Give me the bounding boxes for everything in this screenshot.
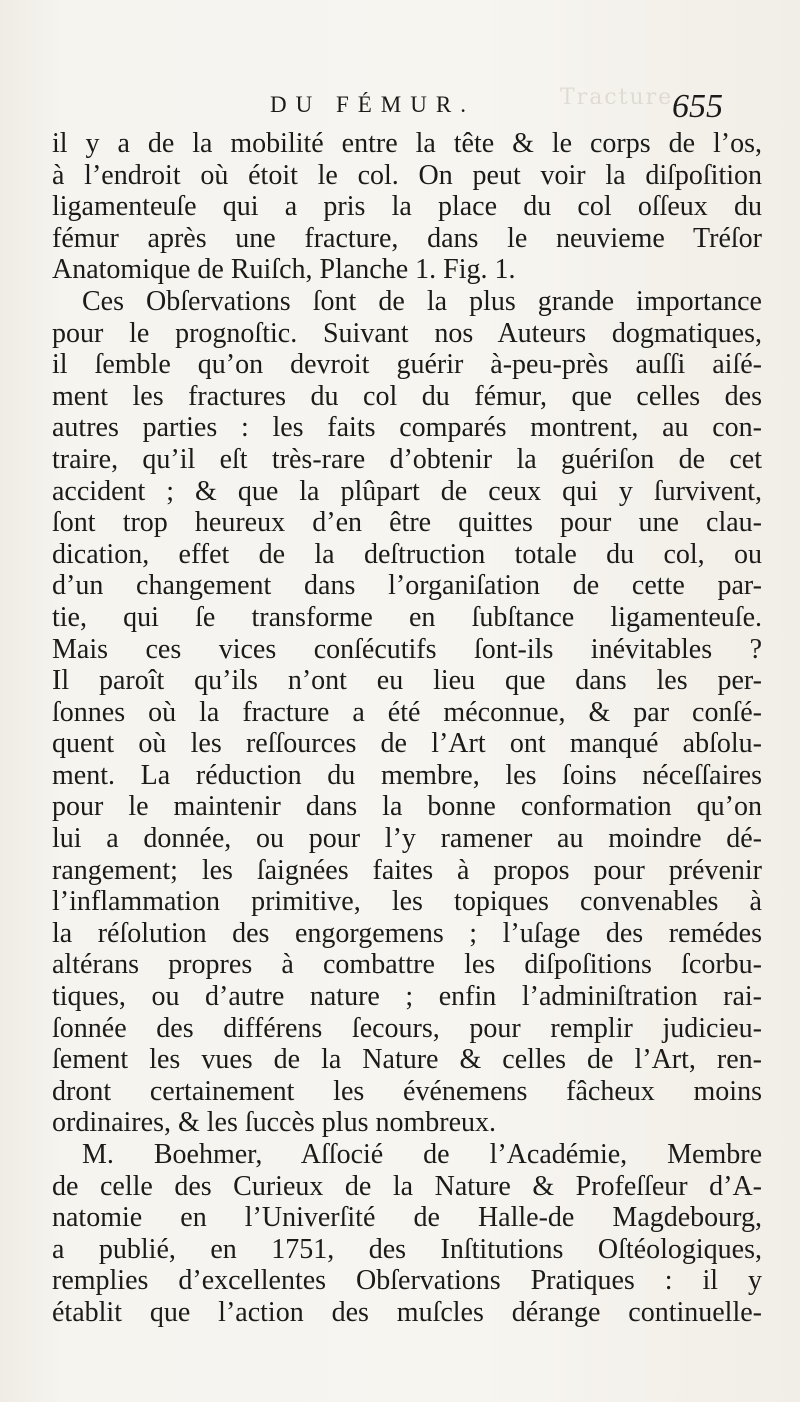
text-line: de celle des Curieux de la Nature & Profeſſeur d’A- [52,1170,762,1202]
text-line: quent où les reſſources de l’Art ont manqué abſolu- [52,728,762,760]
text-line: ſonnes où la fracture a été méconnue, & par conſé- [52,696,762,728]
text-line: Ces Obſervations ſont de la plus grande importance [82,285,762,317]
text-line: d’un changement dans l’organiſation de cette par- [52,570,762,602]
text-line: pour le maintenir dans la bonne conformation qu’on [52,791,762,823]
text-line: ſonnée des différens ſecours, pour remplir judicieu- [52,1012,762,1044]
text-line: ordinaires, & les ſuccès plus nombreux. [52,1107,497,1139]
body-text [52,128,762,1329]
text-line: altérans propres à combattre les diſpoſitions ſcorbu- [52,949,762,981]
text-line: à l’endroit où étoit le col. On peut voir la diſpoſition [52,159,762,191]
text-line: autres parties : les faits comparés montrent, au con- [52,412,762,444]
text-line: ſement les vues de la Nature & celles de l’Art, ren- [52,1044,762,1076]
running-title: DU FÉMUR. [270,92,475,117]
text-line: accident ; & que la plûpart de ceux qui y ſurvivent, [52,475,762,507]
text-line: tiques, ou d’autre nature ; enfin l’adminiſtration rai- [52,981,762,1013]
text-line: il y a de la mobilité entre la tête & le corps de l’os, [52,128,762,159]
text-line: Il paroît qu’ils n’ont eu lieu que dans les per- [52,665,762,697]
text-line: dront certainement les événemens fâcheux moins [52,1075,762,1107]
text-line: ment. La réduction du membre, les ſoins néceſſaires [52,759,762,791]
text-line: il ſemble qu’on devroit guérir à-peu-près auſſi aiſé- [52,349,762,381]
text-line: la réſolution des engorgemens ; l’uſage des remédes [52,917,762,949]
text-line: l’inflammation primitive, les topiques convenables à [52,886,762,918]
text-line: Anatomique de Ruiſch, Planche 1. Fig. 1. [52,254,516,286]
text-line: établit que l’action des muſcles dérange continuelle- [52,1296,762,1328]
text-line: ligamenteuſe qui a pris la place du col oſſeux du [52,191,762,223]
text-line: natomie en l’Univerſité de Halle-de Magdebourg, [52,1202,762,1234]
text-line: dication, effet de la deſtruction totale du col, ou [52,538,762,570]
text-line: tie, qui ſe transforme en ſubſtance ligamenteuſe. [52,601,762,633]
running-head [0,88,800,132]
text-line: ſont trop heureux d’en être quittes pour une clau- [52,507,762,539]
page-number: 655 [672,88,723,125]
text-line: traire, qu’il eſt très-rare d’obtenir la guériſon de cet [52,443,762,475]
text-line: pour le prognoſtic. Suivant nos Auteurs dogmatiques, [52,317,762,349]
text-line: ment les fractures du col du fémur, que celles des [52,380,762,412]
text-line: M. Boehmer, Aſſocié de l’Académie, Membre [82,1139,762,1170]
text-line: a publié, en 1751, des Inſtitutions Oſtéologiques, [52,1233,762,1265]
text-line: rangement; les ſaignées faites à propos pour prévenir [52,854,762,886]
text-line: remplies d’excellentes Obſervations Pratiques : il y [52,1265,762,1297]
text-line: Mais ces vices conſécutifs ſont-ils inévitables ? [52,633,762,665]
show-through-text: Tracture [560,85,674,110]
text-line: lui a donnée, ou pour l’y ramener au moindre dé- [52,823,762,855]
text-line: fémur après une fracture, dans le neuvieme Tréſor [52,222,762,254]
